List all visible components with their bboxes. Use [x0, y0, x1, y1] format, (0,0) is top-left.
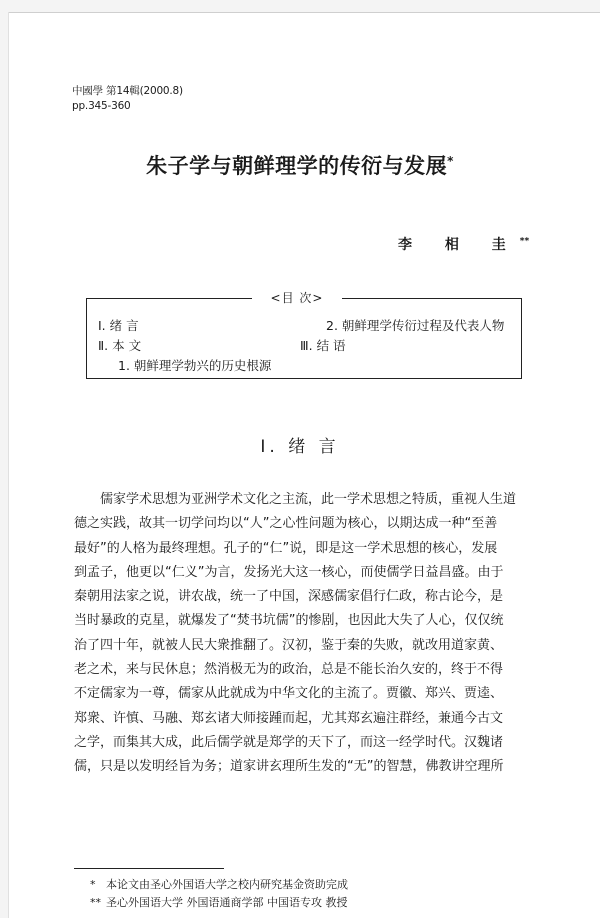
section-heading: Ⅰ. 绪 言	[260, 437, 340, 457]
body-line: 之学，而集其大成，此后儒学就是郑学的天下了，而这一经学时代。汉魏诸	[74, 734, 504, 750]
body-text	[74, 488, 550, 780]
body-line: 到孟子，他更以“仁义”为言，发扬光大这一核心，而使儒学日益昌盛。由于	[74, 564, 504, 580]
body-line: 儒家学术思想为亚洲学术文化之主流，此一学术思想之特质，重视人生道	[100, 492, 517, 507]
author-footnote-mark: **	[519, 236, 530, 247]
toc-item-main-text: Ⅱ. 本 文	[98, 338, 142, 353]
body-line: 德之实践，故其一切学问均以“人”之心性问题为核心，以期达成一种“至善	[74, 516, 498, 532]
footnote-text: 本论文由圣心外国语大学之校内研究基金资助完成	[106, 878, 348, 891]
toc-item-introduction: Ⅰ. 绪 言	[98, 318, 139, 333]
paper-title-text: 朱子学与朝鲜理学的传衍与发展	[146, 154, 448, 178]
author	[398, 234, 529, 254]
title-footnote-mark: *	[447, 154, 454, 168]
footnote-1	[90, 876, 348, 892]
toc-top-rule-right	[342, 298, 522, 299]
toc-item-transmission: 2. 朝鲜理学传衍过程及代表人物	[326, 318, 505, 333]
footnote-2	[90, 894, 348, 910]
body-line: 不定儒家为一尊，儒家从此就成为中华文化的主流了。贾徽、郑兴、贾逵、	[74, 686, 504, 702]
footnote-mark: **	[90, 896, 101, 909]
journal-info	[72, 84, 183, 114]
journal-pages: pp.345-360	[72, 100, 131, 112]
toc-top-rule-left	[86, 298, 252, 299]
body-line: 郑衆、许慎、马融、郑玄诸大师接踵而起，尤其郑玄遍注群经，兼通今古文	[74, 710, 504, 726]
toc-item-origins: 1. 朝鲜理学勃兴的历史根源	[118, 358, 272, 373]
author-name: 李 相 圭	[398, 237, 520, 253]
toc-item-conclusion: Ⅲ. 结 语	[300, 338, 346, 353]
body-line: 秦朝用法家之说，讲农战，统一了中国，深感儒家倡行仁政，称古论今，是	[74, 589, 504, 605]
paper-title	[0, 150, 600, 180]
scan-frame-left	[0, 12, 9, 918]
footnote-text: 圣心外国语大学 外国语通商学部 中国语专攻 教授	[106, 896, 348, 909]
body-line: 最好”的人格为最终理想。孔子的“仁”说，即是这一学术思想的核心，发展	[74, 540, 498, 556]
footnote-rule	[74, 868, 224, 869]
body-line: 治了四十年，就被人民大衆推翻了。汉初，鉴于秦的失败，就改用道家黄、	[74, 637, 504, 653]
body-line: 儒，只是以发明经旨为务；道家讲玄理所生发的“无”的智慧，佛教讲空理所	[74, 759, 504, 775]
journal-volume: 中國學 第14輯(2000.8)	[72, 85, 183, 97]
toc-heading: <目 次>	[270, 291, 324, 305]
body-line: 当时暴政的克星，就爆发了“焚书坑儒”的惨剧，也因此大失了人心，仅仅统	[74, 613, 504, 629]
scan-frame-top	[0, 0, 600, 13]
footnote-mark: *	[90, 878, 96, 891]
body-line: 老之术，来与民休息；然消极无为的政治，总是不能长治久安的，终于不得	[74, 662, 504, 678]
